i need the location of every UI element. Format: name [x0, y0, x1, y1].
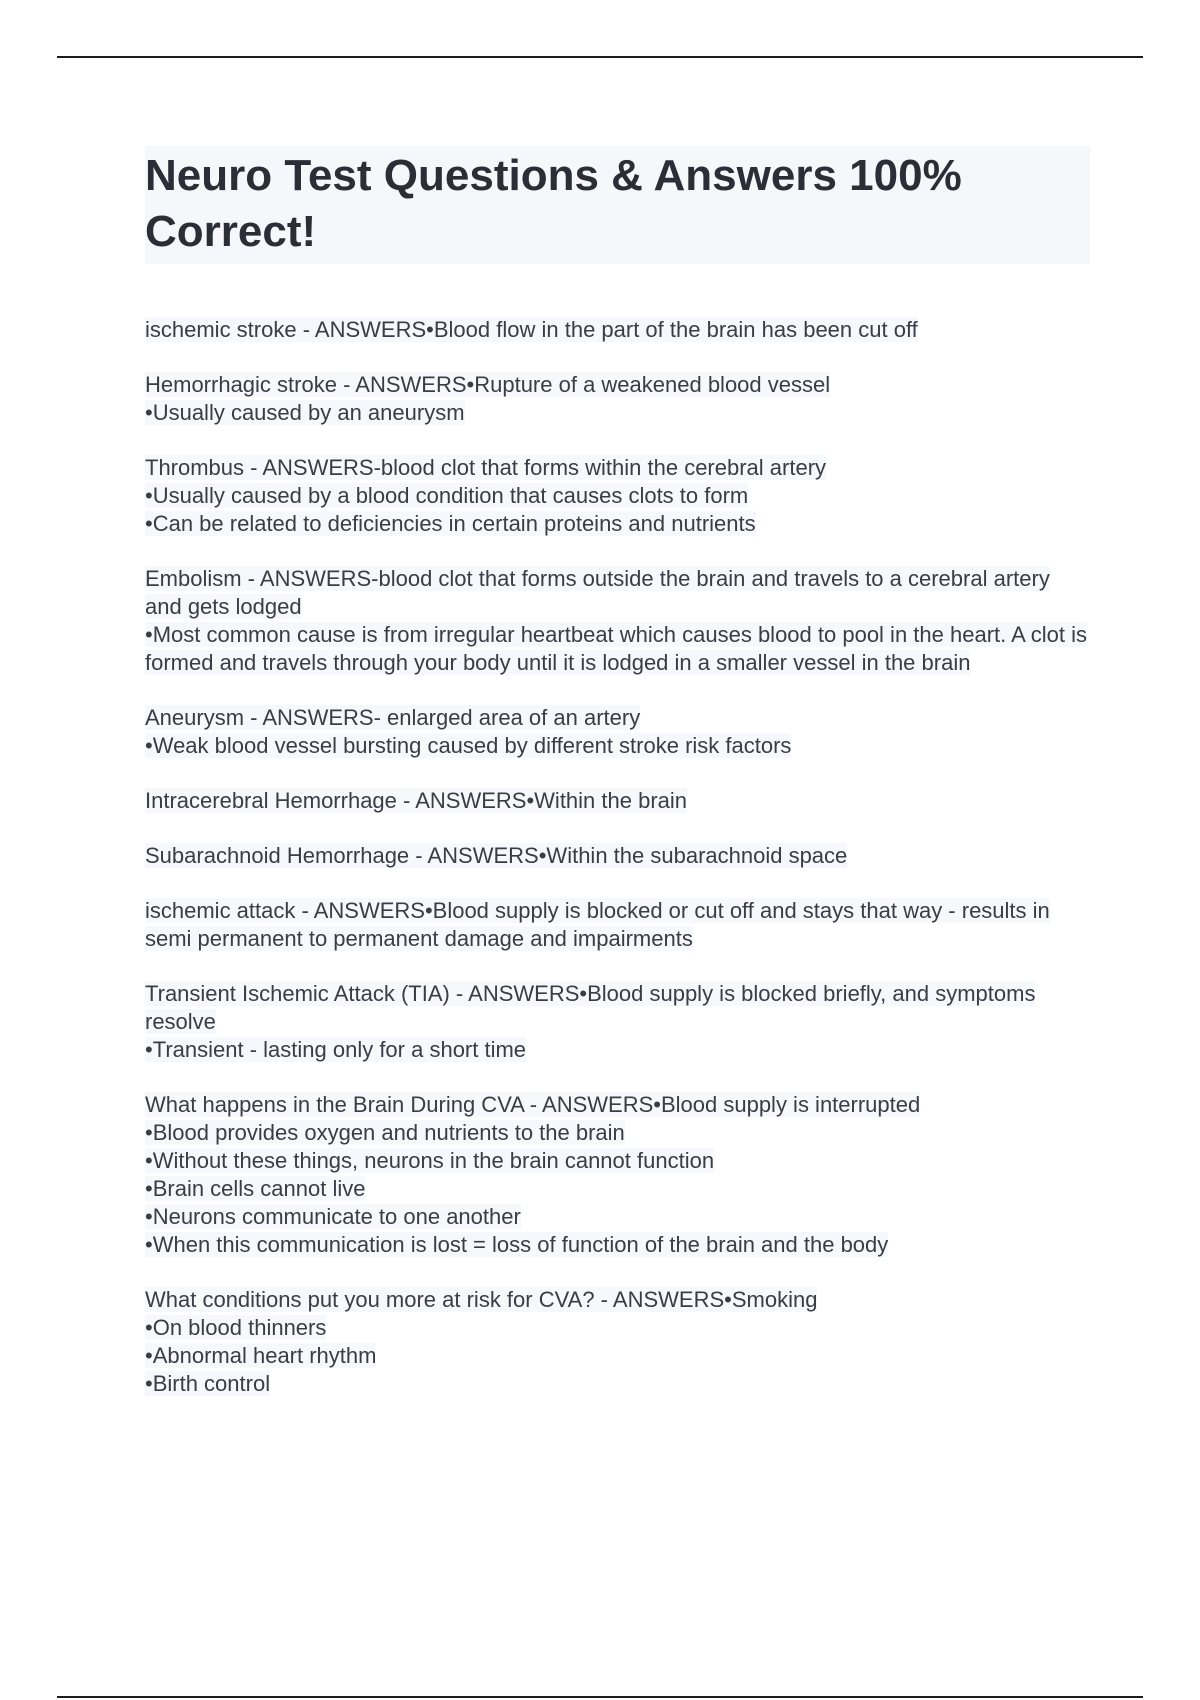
qa-question-line [145, 1286, 1090, 1314]
qa-entry [145, 454, 1090, 538]
qa-text: •Can be related to deficiencies in certain proteins and nutrients [145, 511, 756, 536]
qa-text: ischemic stroke - ANSWERS•Blood flow in the part of the brain has been cut off [145, 317, 918, 342]
qa-text: •Weak blood vessel bursting caused by different stroke risk factors [145, 733, 792, 758]
qa-text: What conditions put you more at risk for CVA? - ANSWERS•Smoking [145, 1287, 818, 1312]
qa-question-line [145, 565, 1090, 621]
qa-answer-line [145, 399, 1090, 427]
title-block [145, 146, 1090, 264]
qa-answer-line [145, 1203, 1090, 1231]
qa-answer-line [145, 1231, 1090, 1259]
qa-answer-line [145, 1036, 1090, 1064]
qa-answer-line [145, 1314, 1090, 1342]
qa-list [145, 316, 1090, 1398]
qa-text: •Usually caused by a blood condition that causes clots to form [145, 483, 749, 508]
qa-entry [145, 1286, 1090, 1398]
qa-question-line [145, 787, 1090, 815]
qa-text: •On blood thinners [145, 1315, 327, 1340]
qa-question-line [145, 454, 1090, 482]
qa-text: Hemorrhagic stroke - ANSWERS•Rupture of a weakened blood vessel [145, 372, 831, 397]
qa-question-line [145, 980, 1090, 1036]
qa-answer-line [145, 621, 1090, 677]
qa-answer-line [145, 482, 1090, 510]
qa-entry [145, 842, 1090, 870]
qa-text: •Most common cause is from irregular heartbeat which causes blood to pool in the heart. A clot is formed and travels through your body until it is lodged in a smaller vessel in the brain [145, 622, 1087, 675]
qa-answer-line [145, 1370, 1090, 1398]
qa-text: Aneurysm - ANSWERS- enlarged area of an artery [145, 705, 641, 730]
qa-text: Transient Ischemic Attack (TIA) - ANSWERS•Blood supply is blocked briefly, and symptoms resolve [145, 981, 1036, 1034]
page-title: Neuro Test Questions & Answers 100% Correct! [145, 151, 962, 256]
qa-text: •Usually caused by an aneurysm [145, 400, 465, 425]
qa-text: •Brain cells cannot live [145, 1176, 366, 1201]
qa-answer-line [145, 1342, 1090, 1370]
qa-question-line [145, 897, 1090, 953]
qa-text: Thrombus - ANSWERS-blood clot that forms within the cerebral artery [145, 455, 827, 480]
qa-text: •Transient - lasting only for a short time [145, 1037, 527, 1062]
qa-entry [145, 704, 1090, 760]
qa-text: ischemic attack - ANSWERS•Blood supply is blocked or cut off and stays that way - results in semi permanent to permanent damage and impairments [145, 898, 1050, 951]
qa-answer-line [145, 510, 1090, 538]
qa-entry [145, 565, 1090, 677]
bottom-divider [57, 1696, 1143, 1698]
qa-entry [145, 1091, 1090, 1259]
qa-entry [145, 371, 1090, 427]
qa-entry [145, 897, 1090, 953]
qa-entry [145, 316, 1090, 344]
qa-question-line [145, 704, 1090, 732]
qa-entry [145, 980, 1090, 1064]
qa-question-line [145, 371, 1090, 399]
qa-text: Intracerebral Hemorrhage - ANSWERS•Within the brain [145, 788, 688, 813]
qa-answer-line [145, 1175, 1090, 1203]
qa-question-line [145, 316, 1090, 344]
top-divider [57, 56, 1143, 58]
qa-answer-line [145, 1119, 1090, 1147]
qa-text: •Abnormal heart rhythm [145, 1343, 377, 1368]
qa-entry [145, 787, 1090, 815]
qa-text: What happens in the Brain During CVA - ANSWERS•Blood supply is interrupted [145, 1092, 921, 1117]
qa-text: •Neurons communicate to one another [145, 1204, 521, 1229]
qa-answer-line [145, 732, 1090, 760]
qa-text: •Without these things, neurons in the brain cannot function [145, 1148, 715, 1173]
qa-question-line [145, 842, 1090, 870]
document-body [145, 146, 1090, 1425]
qa-text: •Blood provides oxygen and nutrients to the brain [145, 1120, 625, 1145]
qa-text: •Birth control [145, 1371, 271, 1396]
qa-answer-line [145, 1147, 1090, 1175]
qa-question-line [145, 1091, 1090, 1119]
qa-text: Subarachnoid Hemorrhage - ANSWERS•Within the subarachnoid space [145, 843, 848, 868]
qa-text: Embolism - ANSWERS-blood clot that forms outside the brain and travels to a cerebral artery and gets lodged [145, 566, 1050, 619]
qa-text: •When this communication is lost = loss of function of the brain and the body [145, 1232, 889, 1257]
